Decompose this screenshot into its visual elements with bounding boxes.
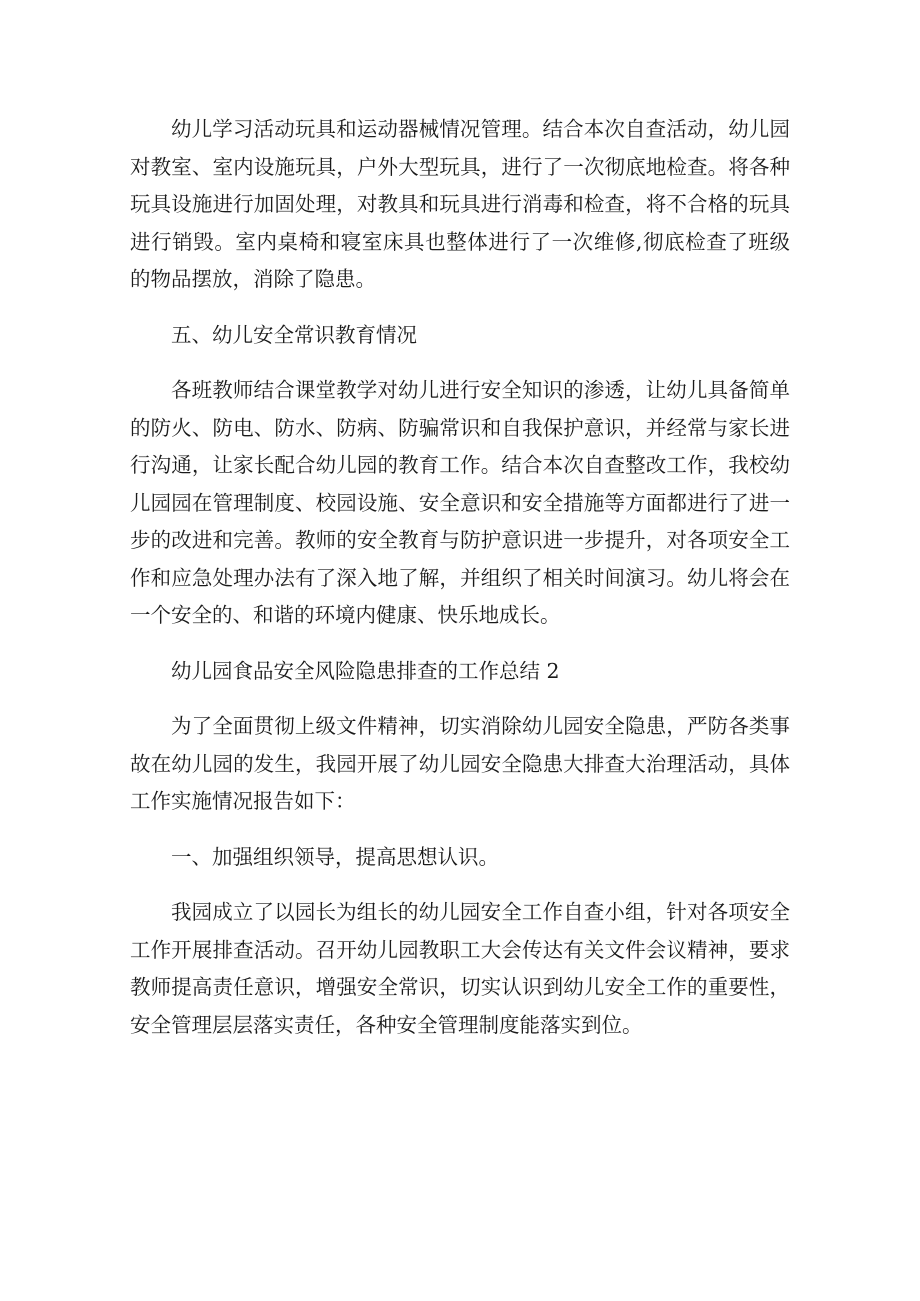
paragraph-organization: 我园成立了以园长为组长的幼儿园安全工作自查小组，针对各项安全工作开展排查活动。召开幼儿园教职工大会传达有关文件会议精神，要求教师提高责任意识，增强安全常识，切实认识到幼儿安全工作的重要性，安全管理层层落实责任，各种安全管理制度能落实到位。: [130, 900, 790, 1037]
paragraph-toys-management: 幼儿学习活动玩具和运动器械情况管理。结合本次自查活动，幼儿园对教室、室内设施玩具，户外大型玩具，进行了一次彻底地检查。将各种玩具设施进行加固处理，对教具和玩具进行消毒和检查，将不合格的玩具进行销毁。室内桌椅和寝室床具也整体进行了一次维修,彻底检查了班级的物品摆放，消除了隐患。: [130, 117, 790, 291]
paragraph-summary-intro: 为了全面贯彻上级文件精神，切实消除幼儿园安全隐患，严防各类事故在幼儿园的发生，我园开展了幼儿园安全隐患大排查大治理活动，具体工作实施情况报告如下：: [130, 714, 790, 813]
section-heading-organization: 一、加强组织领导，提高思想认识。: [171, 844, 499, 869]
paragraph-safety-education: 各班教师结合课堂教学对幼儿进行安全知识的渗透，让幼儿具备简单的防火、防电、防水、防病、防骗常识和自我保护意识，并经常与家长进行沟通，让家长配合幼儿园的教育工作。结合本次自查整改工作，我校幼儿园园在管理制度、校园设施、安全意识和安全措施等方面都进行了进一步的改进和完善。教师的安全教育与防护意识进一步提升，对各项安全工作和应急处理办法有了深入地了解，并组织了相关时间演习。幼儿将会在一个安全的、和谐的环境内健康、快乐地成长。: [130, 378, 790, 627]
section-heading-safety-education: 五、幼儿安全常识教育情况: [171, 322, 417, 347]
document-body: [130, 111, 790, 1062]
section-heading-summary-2: 幼儿园食品安全风险隐患排查的工作总结 2: [171, 658, 560, 683]
